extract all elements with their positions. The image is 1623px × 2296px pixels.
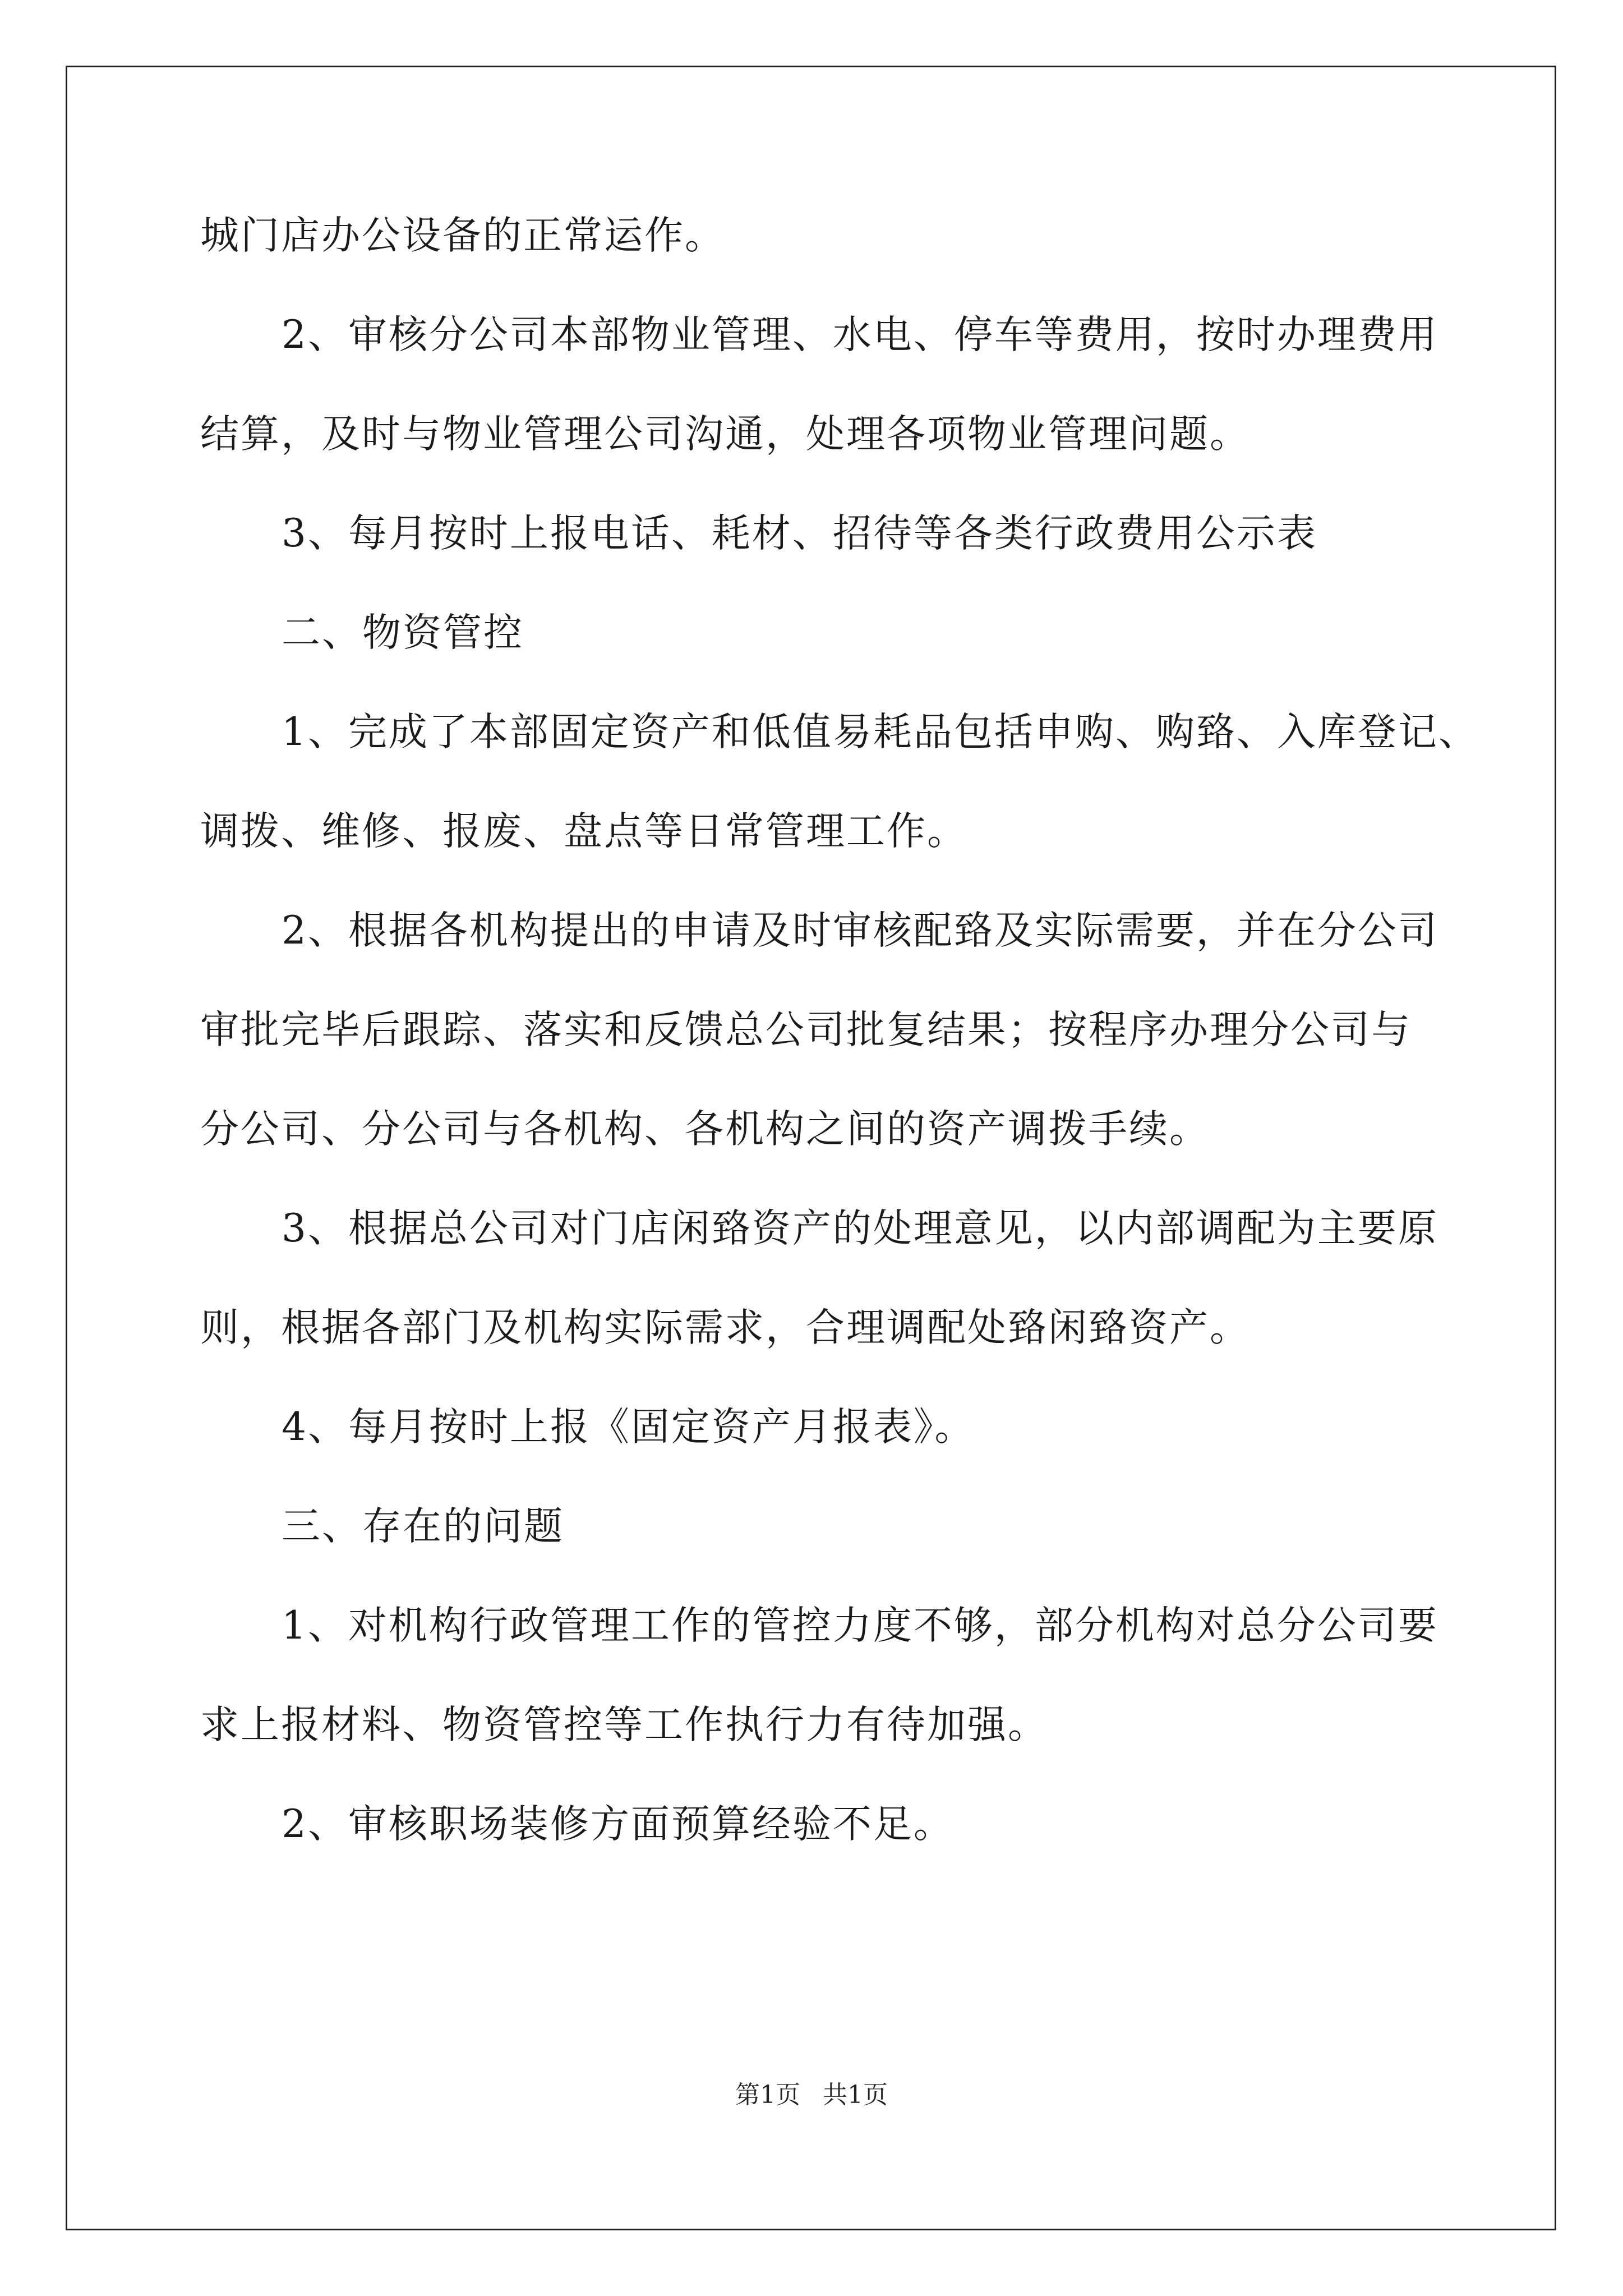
section-heading: 三、存在的问题 bbox=[282, 1504, 564, 1549]
text-line: 城门店办公设备的正常运作。 bbox=[200, 213, 725, 258]
text-line: 2、审核职场装修方面预算经验不足。 bbox=[282, 1802, 954, 1847]
text-line: 2、审核分公司本部物业管理、水电、停车等费用，按时办理费用 bbox=[282, 312, 1438, 357]
page-footer bbox=[0, 2078, 1623, 2112]
text-line: 审批完毕后跟踪、落实和反馈总公司批复结果；按程序办理分公司与 bbox=[200, 1007, 1412, 1052]
text-line: 4、每月按时上报《固定资产月报表》。 bbox=[282, 1405, 975, 1450]
text-line: 3、根据总公司对门店闲臵资产的处理意见，以内部调配为主要原 bbox=[282, 1206, 1438, 1251]
text-line: 1、对机构行政管理工作的管控力度不够，部分机构对总分公司要 bbox=[282, 1603, 1438, 1648]
text-line: 则，根据各部门及机构实际需求，合理调配处臵闲臵资产。 bbox=[200, 1305, 1250, 1350]
text-line: 3、每月按时上报电话、耗材、招待等各类行政费用公示表 bbox=[282, 511, 1317, 556]
text-line: 分公司、分公司与各机构、各机构之间的资产调拨手续。 bbox=[200, 1107, 1210, 1152]
text-line: 求上报材料、物资管控等工作执行力有待加强。 bbox=[200, 1703, 1048, 1747]
text-line: 1、完成了本部固定资产和低值易耗品包括申购、购臵、入库登记、 bbox=[282, 710, 1479, 754]
page-number: 第1页 bbox=[735, 2081, 800, 2109]
section-heading: 二、物资管控 bbox=[282, 610, 524, 655]
text-line: 结算，及时与物业管理公司沟通，处理各项物业管理问题。 bbox=[200, 412, 1250, 457]
text-line: 调拨、维修、报废、盘点等日常管理工作。 bbox=[200, 809, 967, 854]
text-line: 2、根据各机构提出的申请及时审核配臵及实际需要，并在分公司 bbox=[282, 908, 1438, 953]
page-total: 共1页 bbox=[823, 2081, 888, 2109]
